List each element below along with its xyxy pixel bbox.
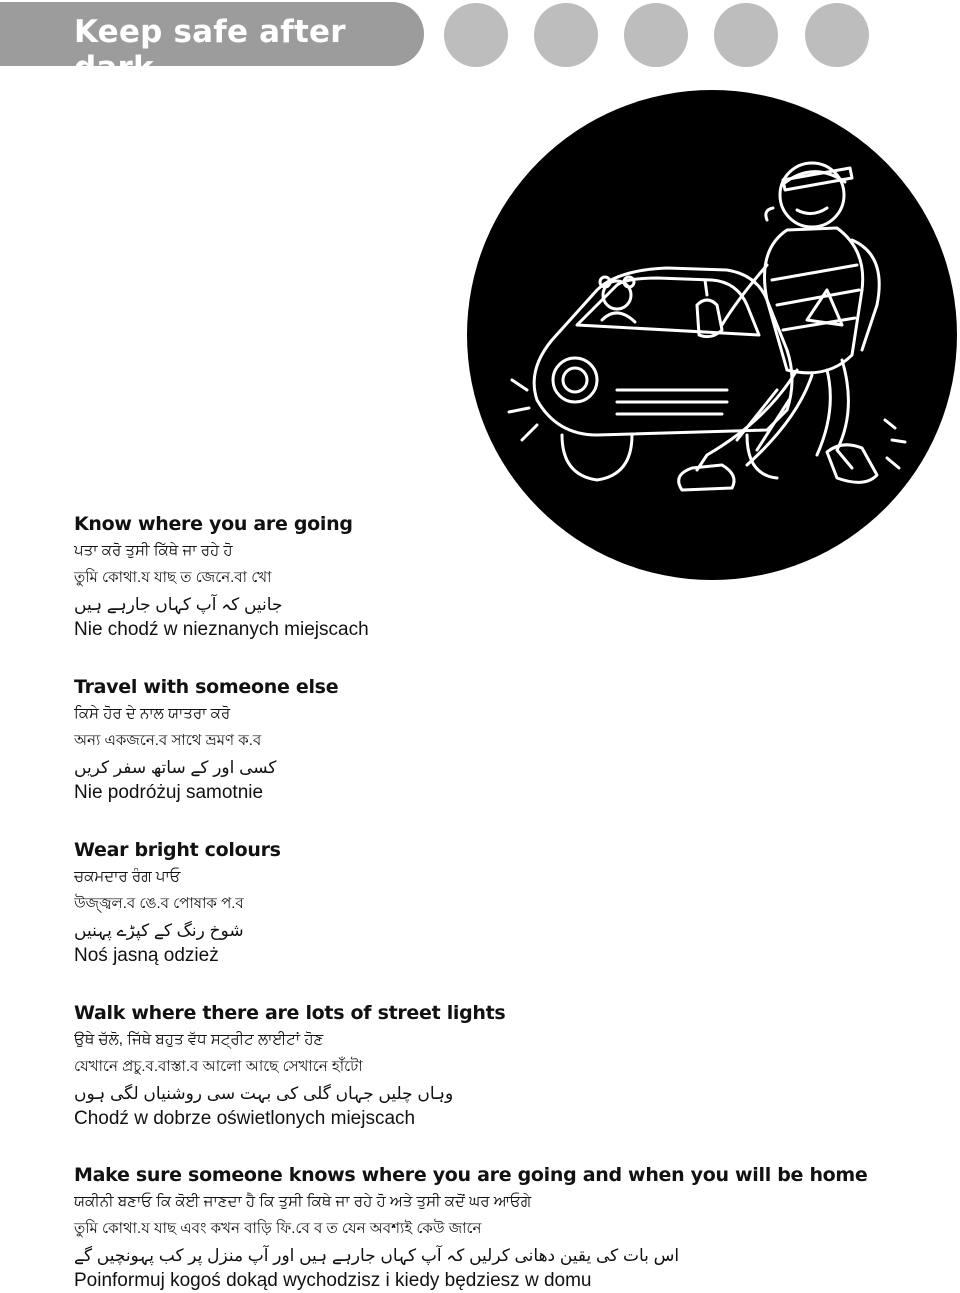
tip-urdu-text: شوخ رنگ کے کپڑے پہنیں: [74, 921, 244, 940]
decorative-dot: [624, 3, 688, 67]
tip-heading: Travel with someone else: [74, 676, 339, 698]
tip-bengali-text: অন্য একজনে.ব সাথে ভ্রমণ ক.ব: [74, 732, 262, 749]
tip-section: [74, 674, 934, 805]
tip-heading: Know where you are going: [74, 513, 353, 535]
tip-heading: Walk where there are lots of street lights: [74, 1002, 506, 1024]
tip-bengali-text: তুমি কোথা.য যাছ ত জেনে.বা খো: [74, 569, 272, 586]
header-bar: [0, 2, 424, 86]
tip-polish-text: Nie chodź w nieznanych miejscach: [74, 619, 369, 640]
tip-section: [74, 1162, 934, 1293]
decorative-dot: [714, 3, 778, 67]
tip-punjabi-text: ਯਕੀਨੀ ਬਣਾਓ ਕਿ ਕੋਈ ਜਾਣਦਾ ਹੈ ਕਿ ਤੁਸੀ ਕਿਥੇ ਜਾ ਰਹੇ ਹੋ ਅਤੇ ਤੁਸੀ ਕਦੋਂ ਘਰ ਆਓਗੇ: [74, 1193, 532, 1210]
tip-punjabi-text: ਉਥੇ ਚੱਲੋ, ਜਿੱਥੇ ਬਹੁਤ ਵੱਧ ਸਟ੍ਰੀਟ ਲਾਈਟਾਂ ਹੋਣ: [74, 1031, 324, 1048]
tip-heading: Wear bright colours: [74, 839, 281, 861]
tip-punjabi-text: ਕਿਸੇ ਹੋਰ ਦੇ ਨਾਲ ਯਾਤਰਾ ਕਰੋ: [74, 705, 231, 722]
tip-urdu-text: وہاں چلیں جہاں گلی کی بہت سی روشنیاں لگی ہوں: [74, 1084, 454, 1103]
tip-polish-text: Poinformuj kogoś dokąd wychodzisz i kiedy będziesz w domu: [74, 1270, 592, 1291]
decorative-dot: [444, 3, 508, 67]
tip-urdu-text: کسی اور کے ساتھ سفر کریں: [74, 758, 277, 777]
tip-polish-text: Chodź w dobrze oświetlonych miejscach: [74, 1108, 416, 1129]
tip-heading: Make sure someone knows where you are going and when you will be home: [74, 1164, 868, 1186]
tip-section: [74, 837, 934, 968]
tip-section: [74, 511, 934, 642]
tip-urdu-text: اس بات کی یقین دھانی کرلیں کہ آپ کہاں جارہے ہیں اور آپ منزل پر کب پہونچیں گے: [74, 1246, 680, 1265]
tip-polish-text: Nie podróżuj samotnie: [74, 782, 264, 803]
decorative-dot: [805, 3, 869, 67]
tip-bengali-text: উজ্জ্বল.ব ঙে.ব পোষাক প.ব: [74, 895, 244, 912]
tip-bengali-text: যেখানে প্রচু.ব.বাস্তা.ব আলো আছে সেখানে হাঁটো: [74, 1058, 363, 1075]
page-title: Keep safe after dark: [74, 14, 346, 86]
tip-urdu-text: جانیں کہ آپ کہاں جارہے ہیں: [74, 595, 283, 614]
tip-punjabi-text: ਪਤਾ ਕਰੋ ਤੁਸੀ ਕਿੱਥੇ ਜਾ ਰਹੇ ਹੋ: [74, 542, 233, 559]
tip-polish-text: Noś jasną odzież: [74, 945, 219, 966]
decorative-dot: [534, 3, 598, 67]
pedestrian-crossing-car-illustration: [467, 90, 957, 580]
tip-bengali-text: তুমি কোথা.য যাছ এবং কখন বাড়ি ফি.বে ব ত যেন অবশ্যই কেউ জানে: [74, 1220, 482, 1237]
tip-section: [74, 1000, 934, 1131]
tip-punjabi-text: ਚਕਮਦਾਰ ਰੰਗ ਪਾਓ: [74, 868, 181, 885]
